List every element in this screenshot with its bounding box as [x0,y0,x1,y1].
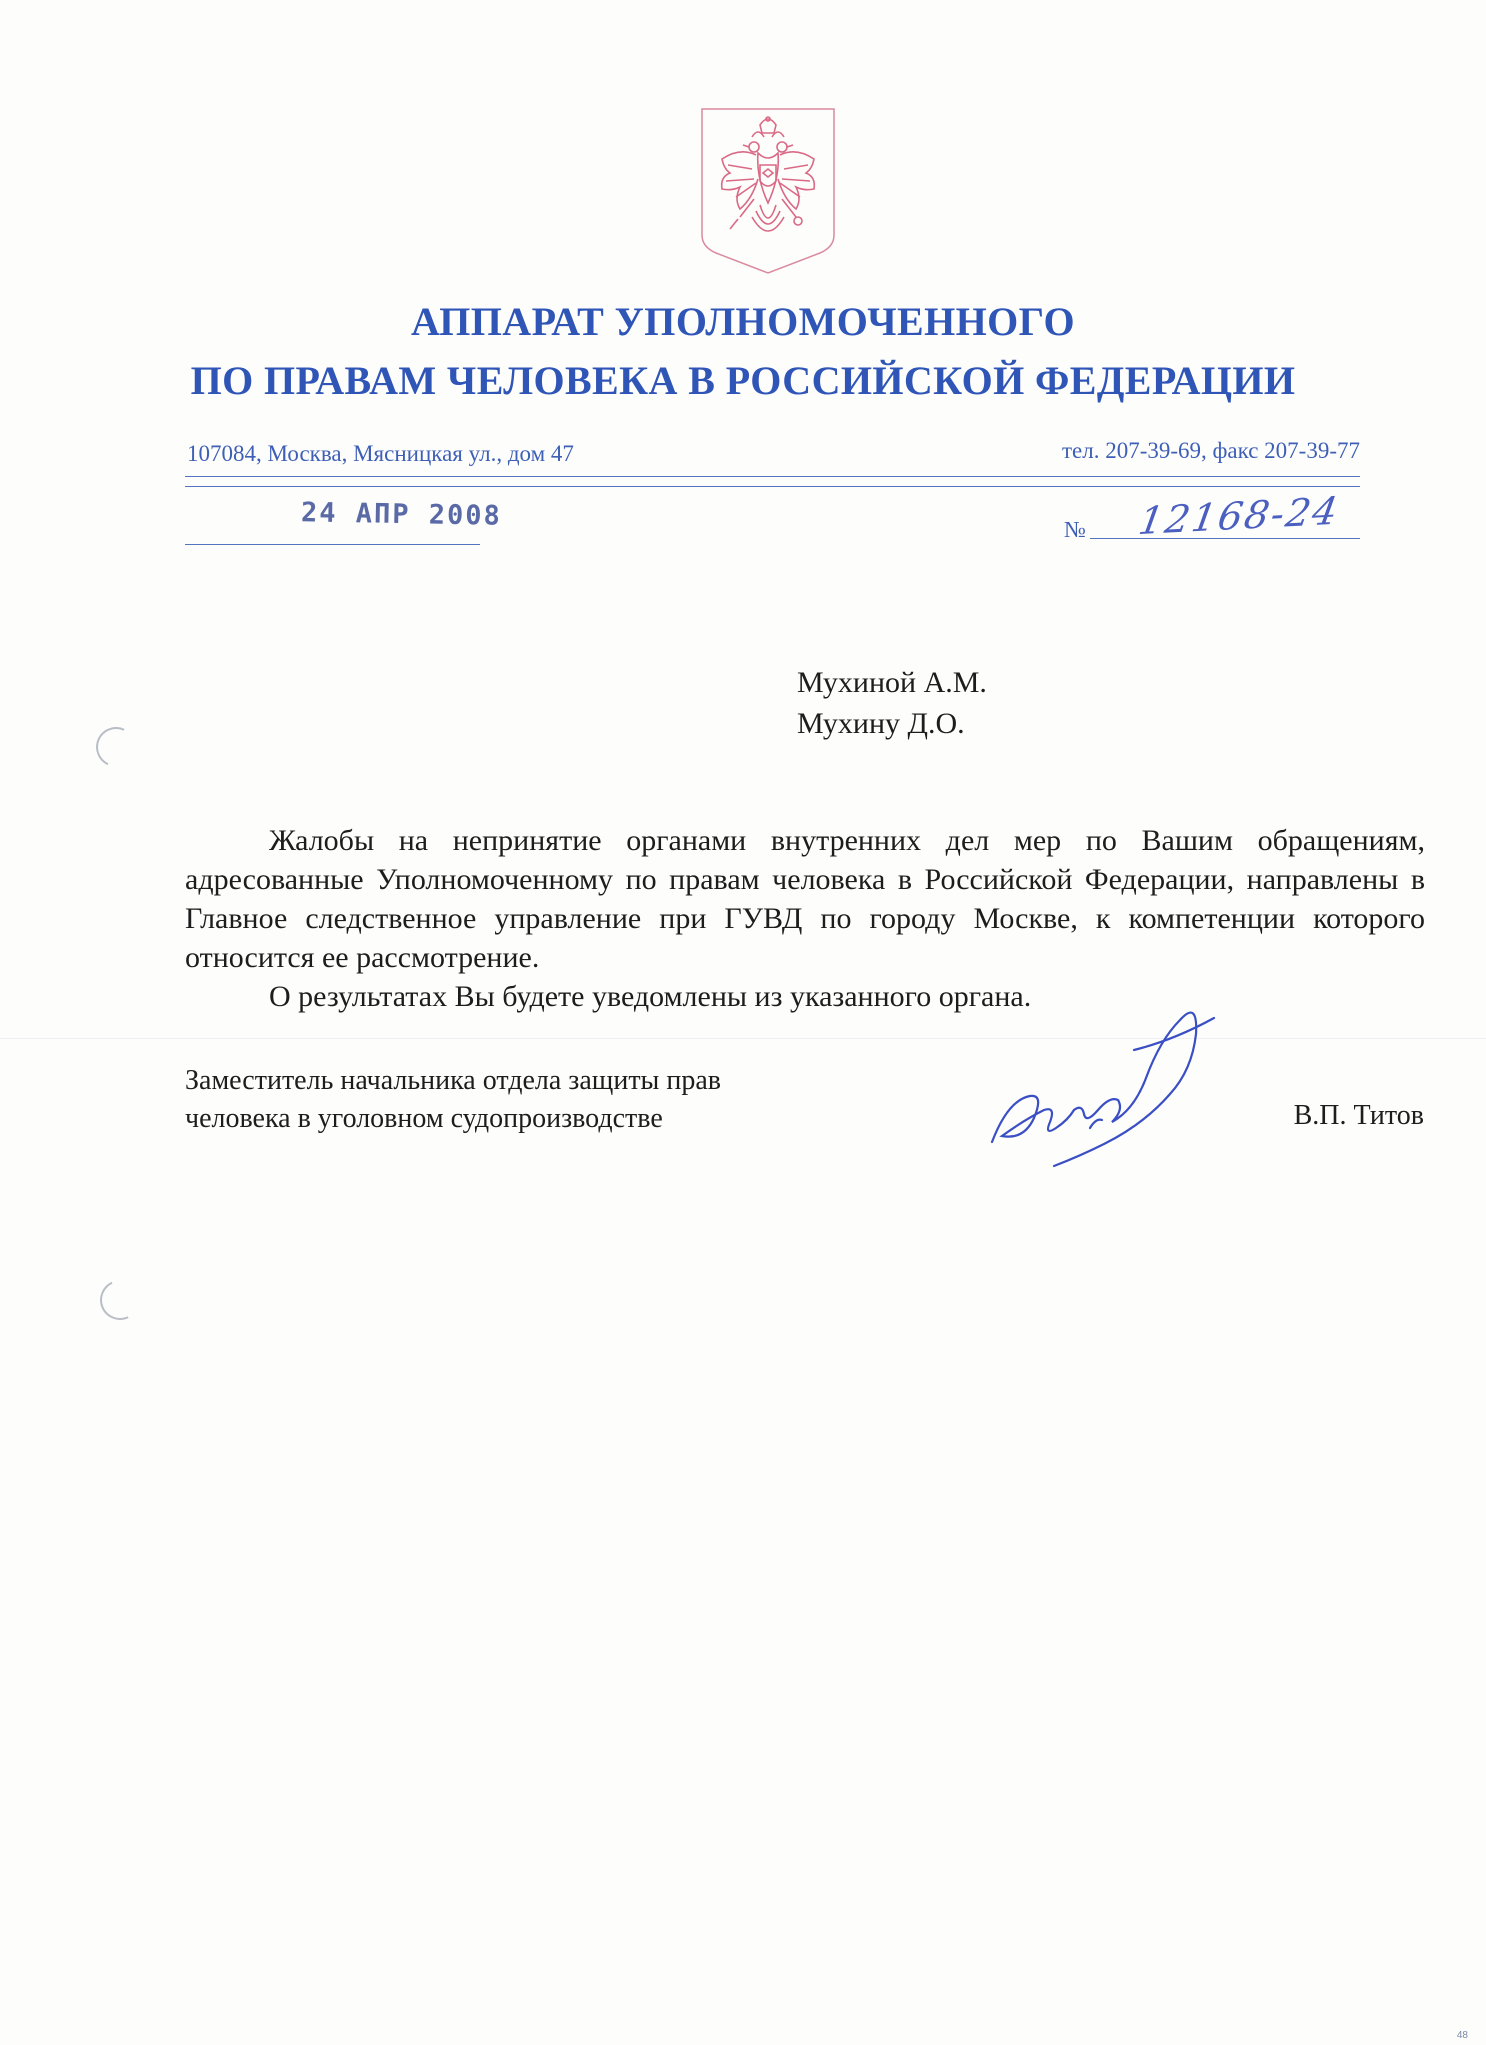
letterhead-divider-bottom [185,486,1360,487]
signer-name: В.П. Титов [1293,1100,1424,1131]
org-title-line2: ПО ПРАВАМ ЧЕЛОВЕКА В РОССИЙСКОЙ ФЕДЕРАЦИИ [190,358,1296,403]
org-phone-fax: тел. 207-39-69, факс 207-39-77 [1061,438,1360,463]
addressee-1: Мухиной А.М. [797,666,987,699]
date-stamp: 24 АПР 2008 [300,497,503,532]
org-title-line1: АППАРАТ УПОЛНОМОЧЕННОГО [410,299,1075,344]
body-paragraph-1: Жалобы на непринятие органами внутренних дел мер по Вашим обращениям, адресованные Уполномоченному по правам человека в Российской Федерации, направлены в Главное следственное управление при ГУВД по городу Москве, к компетенции которого относится ее рассмотрение. [185,824,1425,974]
signer-position-line2: человека в уголовном судопроизводстве [185,1103,663,1134]
letterhead-divider-top [185,476,1360,477]
body-paragraph-2: О результатах Вы будете уведомлены из указанного органа. [269,980,1032,1013]
handwritten-signature [984,960,1264,1170]
number-underline [1090,538,1360,539]
signer-position [185,1062,721,1138]
signer-position-line1: Заместитель начальника отдела защиты прав [185,1065,722,1096]
number-label: № [1064,517,1086,542]
date-underline [185,544,480,545]
punch-hole-mark [90,721,141,772]
page-number: 48 [1456,2030,1468,2041]
addressee-2: Мухину Д.О. [797,707,965,740]
russian-coat-of-arms-icon [700,107,836,275]
outgoing-number: 12168-24 [1135,488,1343,544]
org-address: 107084, Москва, Мясницкая ул., дом 47 [187,441,574,466]
punch-hole-mark [94,1274,145,1325]
